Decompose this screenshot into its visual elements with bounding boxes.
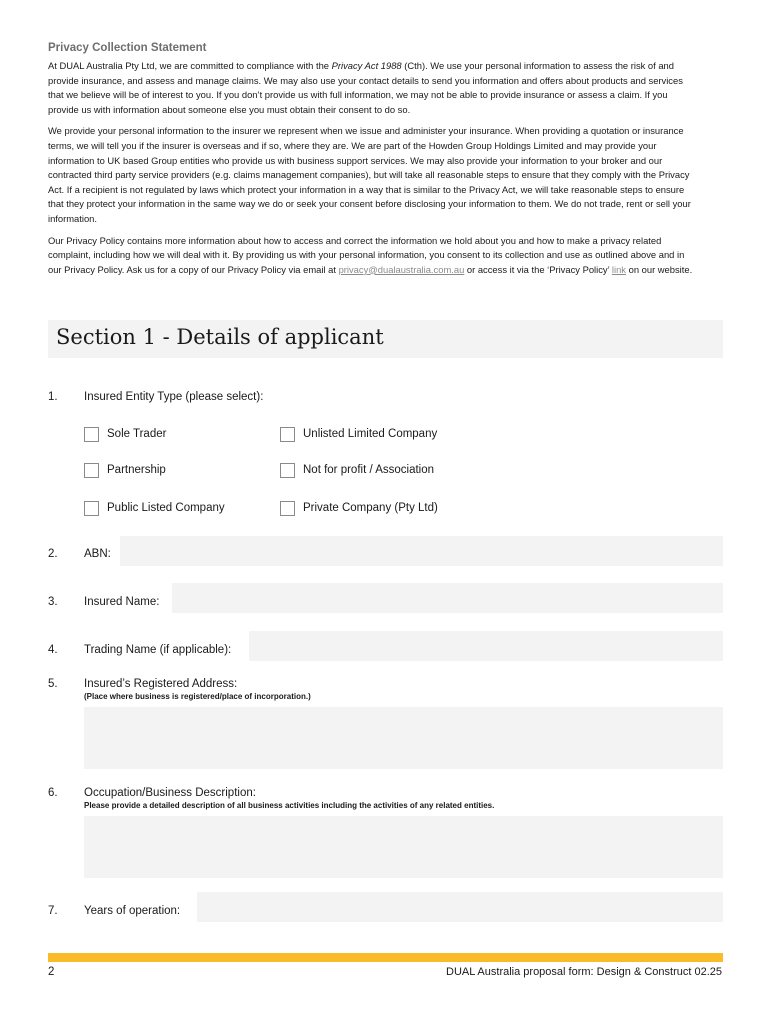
insured-name-field[interactable] — [172, 583, 723, 613]
privacy-p3-text-middle: or access it via the ‘Privacy Policy’ — [464, 263, 612, 275]
footer-form-title: DUAL Australia proposal form: Design & Construct 02.25 — [446, 966, 722, 978]
option-label: Public Listed Company — [107, 502, 225, 514]
section-title: Section 1 - Details of applicant — [56, 325, 384, 349]
privacy-p3-text-end: on our website. — [626, 263, 693, 275]
option-public-listed-company[interactable] — [84, 499, 225, 517]
privacy-p3-text: Our Privacy Policy contains more information about how to access and correct the information we hold about you and how to make a privacy related complaint, including how we will deal with it. By providing us with your personal information, you consent to its collection and use as outlined above and in our Privacy Policy. Ask us for a copy of our Privacy Policy via email at — [48, 234, 685, 275]
registered-address-field[interactable] — [84, 707, 723, 769]
question-number-4: 4. — [48, 644, 58, 656]
option-partnership[interactable] — [84, 461, 166, 479]
option-label: Private Company (Pty Ltd) — [303, 502, 438, 514]
question-number-1: 1. — [48, 391, 58, 403]
privacy-p1-text-end: (Cth). We use your personal information to assess the risk of and provide insurance, and assess and manage claims. We may also use your contact details to send you information and offers about products and services that we believe will be of interest to you. If you don’t provide us with full information, we may not be able to provide insurance or assess a claim. If you provide us with information about someone else you must obtain their consent to do so. — [48, 60, 683, 115]
checkbox-public-listed-company[interactable] — [84, 501, 99, 516]
question-label-registered-address: Insured’s Registered Address: — [84, 678, 238, 690]
privacy-email-link[interactable]: privacy@dualaustralia.com.au — [338, 263, 465, 275]
abn-field[interactable] — [120, 536, 723, 566]
option-not-for-profit[interactable] — [280, 461, 434, 479]
page-number: 2 — [48, 966, 55, 978]
privacy-paragraph-1 — [48, 59, 698, 117]
question-label-insured-name: Insured Name: — [84, 596, 160, 608]
privacy-paragraph-2: We provide your personal information to the insurer we represent when we issue and administer your insurance. When providing a quotation or insurance terms, we will tell you if the insurer is overseas and if so, where they are. We are part of the Howden Group Holdings Limited and may provide your information to UK based Group entities who provide us with business support services. We may also provide your information to your broker and our contracted third party service providers (e.g. claims management companies), but will take all reasonable steps to ensure that they comply with the Privacy Act. If a recipient is not regulated by laws which protect your information in a way that is similar to the Privacy Act, we will take reasonable steps to ensure that they protect your information in the same way we do or seek your consent before disclosing your information to them. We do not trade, rent or sell your information. — [48, 125, 691, 224]
checkbox-unlisted-limited-company[interactable] — [280, 427, 295, 442]
question-label-abn: ABN: — [84, 548, 111, 560]
business-description-field[interactable] — [84, 816, 723, 878]
question-number-6: 6. — [48, 787, 58, 799]
option-label: Unlisted Limited Company — [303, 428, 438, 440]
privacy-policy-link[interactable]: link — [611, 263, 626, 275]
question-label-trading-name: Trading Name (if applicable): — [84, 644, 232, 656]
option-unlisted-limited-company[interactable] — [280, 425, 437, 443]
question-number-3: 3. — [48, 596, 58, 608]
privacy-paragraph-3 — [48, 234, 698, 278]
section-header — [48, 320, 723, 358]
option-label: Not for profit / Association — [303, 464, 435, 476]
checkbox-partnership[interactable] — [84, 463, 99, 478]
checkbox-private-company[interactable] — [280, 501, 295, 516]
privacy-act-title: Privacy Act 1988 — [331, 60, 402, 71]
question-label-years-of-operation: Years of operation: — [84, 905, 181, 917]
privacy-heading: Privacy Collection Statement — [48, 42, 207, 54]
privacy-statement — [48, 42, 698, 284]
question-label-entity-type: Insured Entity Type (please select): — [84, 391, 264, 403]
question-label-business-description: Occupation/Business Description: — [84, 787, 256, 799]
option-label: Partnership — [107, 464, 166, 476]
trading-name-field[interactable] — [249, 631, 723, 661]
question-hint-registered-address: (Place where business is registered/place of incorporation.) — [84, 692, 311, 701]
checkbox-not-for-profit[interactable] — [280, 463, 295, 478]
option-private-company[interactable] — [280, 499, 438, 517]
question-number-5: 5. — [48, 678, 58, 690]
years-of-operation-field[interactable] — [197, 892, 723, 922]
checkbox-sole-trader[interactable] — [84, 427, 99, 442]
option-label: Sole Trader — [107, 428, 167, 440]
question-number-2: 2. — [48, 548, 58, 560]
question-hint-business-description: Please provide a detailed description of all business activities including the activities of any related entities. — [84, 801, 495, 810]
option-sole-trader[interactable] — [84, 425, 166, 443]
footer-accent-bar — [48, 953, 723, 962]
privacy-p1-text: At DUAL Australia Pty Ltd, we are committed to compliance with the — [48, 60, 332, 71]
question-number-7: 7. — [48, 905, 58, 917]
